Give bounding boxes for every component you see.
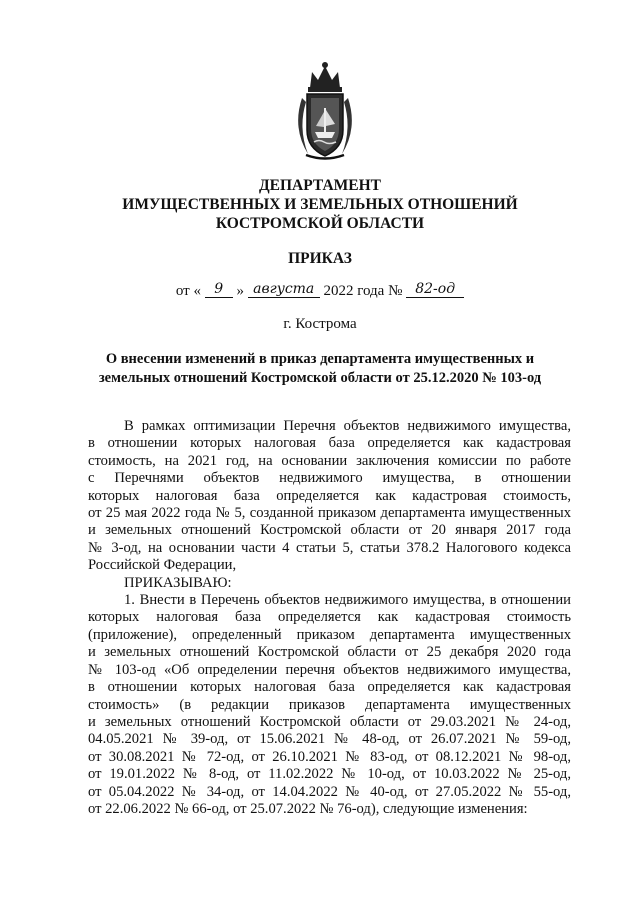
- header-line-2: ИМУЩЕСТВЕННЫХ И ЗЕМЕЛЬНЫХ ОТНОШЕНИЙ: [122, 196, 518, 213]
- text-line: 1. Внести в Перечень объектов недвижимого имущества, в отношении: [124, 592, 571, 609]
- text-line: и земельных отношений Костромской области от 20 января 2017 года: [88, 522, 571, 539]
- text-line: 04.05.2021 № 39-од, от 15.06.2021 № 48-од, от 26.07.2021 № 59-од,: [88, 731, 571, 748]
- text-line: от 25 мая 2022 года № 5, созданной приказом департамента имущественных: [88, 505, 571, 522]
- text-line: стоимость, на 2021 год, на основании заключения комиссии по работе: [88, 452, 571, 469]
- text-line: от 19.01.2022 № 8-од, от 11.02.2022 № 10-од, от 10.03.2022 № 25-од,: [88, 766, 571, 783]
- text-line: в отношении которых налоговая база определяется как кадастровая: [88, 679, 571, 696]
- handwritten-month: августа: [248, 281, 320, 298]
- city-label: г. Кострома: [283, 316, 357, 332]
- department-header: [0, 176, 640, 233]
- text-line: от 05.04.2022 № 34-од, от 14.04.2022 № 40-од, от 27.05.2022 № 55-од,: [88, 783, 571, 800]
- text-line: (приложение), определенный приказом департамента имущественных: [88, 626, 571, 643]
- text-line: от 30.08.2021 № 72-од, от 26.10.2021 № 83-од, от 08.12.2021 № 98-од,: [88, 748, 571, 765]
- text-line: Российской Федерации,: [88, 557, 237, 574]
- paragraph-2: [88, 592, 571, 818]
- year-text: 2022 года №: [323, 283, 403, 299]
- text-line: от 22.06.2022 № 66-од, от 25.07.2022 № 76-од), следующие изменения:: [88, 800, 528, 817]
- subject-line-2: земельных отношений Костромской области от 25.12.2020 № 103-од: [98, 370, 542, 386]
- order-title: ПРИКАЗ: [288, 250, 352, 267]
- date-prefix: от «: [175, 283, 201, 299]
- text-line: которых налоговая база определяется как кадастровая стоимость,: [88, 487, 571, 504]
- order-body: [88, 418, 571, 818]
- handwritten-day: 9: [205, 281, 233, 298]
- text-line: № 103-од «Об определении перечня объектов недвижимого имущества,: [88, 661, 571, 678]
- subject-line-1: О внесении изменений в приказ департамента имущественных и: [105, 351, 535, 367]
- text-line: с Перечнями объектов недвижимого имущества, в отношении: [88, 470, 571, 487]
- text-line: № 3-од, на основании части 4 статьи 5, статьи 378.2 Налогового кодекса: [88, 539, 571, 556]
- text-line: стоимость» (в редакции приказов департамента имущественных: [88, 696, 571, 713]
- text-line: В рамках оптимизации Перечня объектов недвижимого имущества,: [124, 418, 571, 434]
- paragraph-1: [88, 418, 571, 575]
- date-quote-close: »: [236, 283, 244, 299]
- header-line-3: КОСТРОМСКОЙ ОБЛАСТИ: [215, 215, 425, 232]
- handwritten-order-number: 82-од: [406, 281, 464, 298]
- decree-word: ПРИКАЗЫВАЮ:: [124, 574, 232, 591]
- text-line: и земельных отношений Костромской области от 29.03.2021 № 24-од,: [88, 713, 571, 730]
- order-date-line: [0, 283, 640, 300]
- order-subject: [70, 350, 570, 388]
- text-line: в отношении которых налоговая база определяется как кадастровая: [88, 435, 571, 452]
- header-line-1: ДЕПАРТАМЕНТ: [258, 177, 382, 194]
- coat-of-arms-emblem: [288, 58, 362, 162]
- text-line: которых налоговая база определяется как кадастровая стоимость: [88, 609, 571, 626]
- text-line: и земельных отношений Костромской области от 25 декабря 2020 года: [88, 644, 571, 661]
